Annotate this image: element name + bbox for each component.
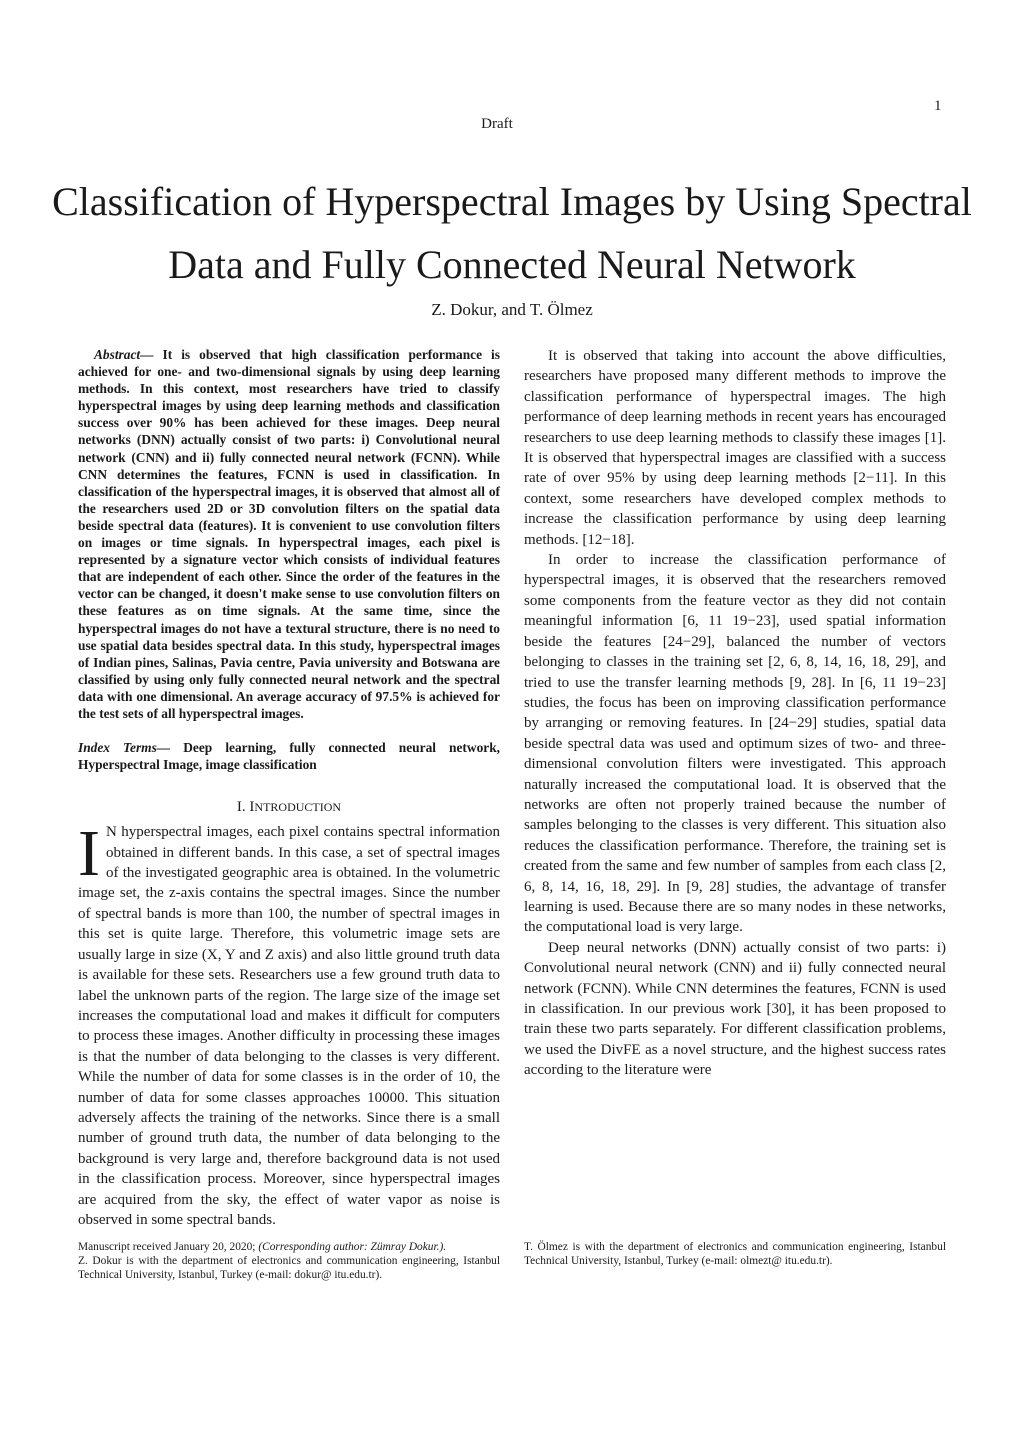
intro-paragraph-3: In order to increase the classification performance of hyperspectral images, it is observed that the researchers removed some components from the feature vector as they did not contain meaningful information [6, 11 19−23], used spatial information beside the features [24−29], balanced the number of vectors belonging to classes in the training set [2, 6, 8, 14, 16, 18, 29], and tried to use the transfer learning methods [9, 28]. In [6, 11 19−23] studies, the focus has been on improving classification performance by arranging or removing features. In [24−29] studies, spatial data beside spectral data was used and optimum sizes of two- and three-dimensional convolution filters were investigated. This approach naturally increased the computational load. It is observed that the networks are often not properly trained because the number of samples belonging to the classes is very different. This situation also reduces the classification performance. Therefore, the training set is created from the same and few number of samples from each class [2, 6, 8, 14, 16, 18, 29]. In [9, 28] studies, the advantage of transfer learning is used. Because there are so many nodes in these networks, the computational load is very large. xyxy=(524,552,946,936)
drop-cap: I xyxy=(78,817,100,891)
footnote-right xyxy=(524,1240,946,1268)
section-numeral: I. xyxy=(236,799,250,816)
footnote-corresponding-author: (Corresponding author: Zümray Dokur.). xyxy=(258,1241,447,1253)
footnote-manuscript xyxy=(78,1240,500,1254)
section-rest: NTRODUCTION xyxy=(254,800,342,815)
intro-paragraph-1 xyxy=(78,817,500,1230)
footnote-manuscript-text: Manuscript received January 20, 2020; xyxy=(78,1241,259,1253)
left-column xyxy=(78,346,500,1230)
section-first-letter: I xyxy=(249,799,255,816)
intro-paragraph-4: Deep neural networks (DNN) actually consist of two parts: i) Convolutional neural network (CNN) and ii) fully connected neural network (FCNN). While CNN determines the features, FCNN is used in classification. In our previous work [30], it has been proposed to train these two parts separately. For different classification problems, we used the DivFE as a novel structure, and the highest success rates according to the literature were xyxy=(524,939,946,1079)
paper-title: Classification of Hyperspectral Images by Using Spectral Data and Fully Connected Neural Network xyxy=(52,179,972,287)
intro-paragraph-1-text: hyperspectral images, each pixel contains spectral information obtained in different bands. In this case, a set of spectral images of the investigated geographic area is obtained. In the volumetric image set, the z-axis contains the spectral images. Since the number of spectral bands is more than 100, the number of spectral images in this set is quite large. Therefore, this volumetric image sets are usually large in size (X, Y and Z axis) and also little ground truth data is available for these sets. Researchers use a few ground truth data to label the unknown parts of the region. The large size of the image set increases the computational load and makes it difficult for computers to process these images. Another difficulty in processing these images is that the number of data belonging to the classes is very different. While the number of data for some classes is in the order of 10, the number of data for some classes approaches 10000. This situation adversely affects the training of the networks. Since there is a small number of ground truth data, the number of data belonging to the background is very large and, therefore background data is not used in the classification process. Moreover, since hyperspectral images are acquired from the sky, the effect of water vapor as noise is observed in some spectral bands. xyxy=(78,824,500,1228)
section-heading-introduction xyxy=(78,799,500,816)
footnote-author-olmez: T. Ölmez is with the department of electronics and communication engineering, Istanbul Technical University, Istanbul, Turkey (e-mail: olmezt@ itu.edu.tr). xyxy=(524,1241,946,1268)
index-terms xyxy=(78,739,500,773)
abstract-label: Abstract— xyxy=(94,347,154,362)
right-column xyxy=(524,346,946,1081)
footnote-author-dokur: Z. Dokur is with the department of electronics and communication engineering, Istanbul Technical University, Istanbul, Turkey (e-mail: dokur@ itu.edu.tr). xyxy=(78,1255,500,1282)
index-terms-label: Index Terms— xyxy=(78,740,171,756)
intro-paragraph-2: It is observed that taking into account the above difficulties, researchers have proposed many different methods to improve the classification performance of hyperspectral images. The high performance of deep learning methods in recent years has encouraged researchers to use deep learning methods to classify these images [1]. It is observed that hyperspectral images are classified with a success rate of over 95% by using deep learning methods [2−11]. In this context, some researchers have developed complex methods to increase the classification performance by using deep learning methods. [12−18]. xyxy=(524,348,946,548)
index-terms-text: Deep learning, fully connected neural network, Hyperspectral Image, image classification xyxy=(78,740,501,773)
intro-first-word-caps: N xyxy=(105,824,117,841)
author-line: Z. Dokur, and T. Ölmez xyxy=(431,300,593,319)
abstract xyxy=(78,346,500,722)
abstract-text: It is observed that high classification performance is achieved for one- and two-dimensional signals by using deep learning methods. In this context, most researchers have tried to classify hyperspectral images by using deep learning methods and classification success over 90% has been achieved for these images. Deep neural networks (DNN) actually consist of two parts: i) Convolutional neural network (CNN) and ii) fully connected neural network (FCNN). While CNN determines the features, FCNN is used in classification. In classification of the hyperspectral images, it is observed that almost all of the researchers used 2D or 3D convolution filters on the spatial data beside spectral data (features). It is convenient to use convolution filters on images or time signals. In hyperspectral images, each pixel is represented by a signature vector which consists of individual features that are independent of each other. Since the order of the features in the vector can be changed, it doesn't make sense to use convolution filters on these features as on time signals. At the same time, since the hyperspectral images do not have a textural structure, there is no need to use spatial data besides spectral data. In this study, hyperspectral images of Indian pines, Salinas, Pavia centre, Pavia university and Botswana are classified by using only fully connected neural network and the spectral data with one dimensional. An average accuracy of 97.5% is achieved for the test sets of all hyperspectral images. xyxy=(78,347,500,721)
draft-watermark: Draft xyxy=(481,116,513,132)
page-number: 1 xyxy=(934,98,942,114)
footnote-left xyxy=(78,1240,500,1283)
